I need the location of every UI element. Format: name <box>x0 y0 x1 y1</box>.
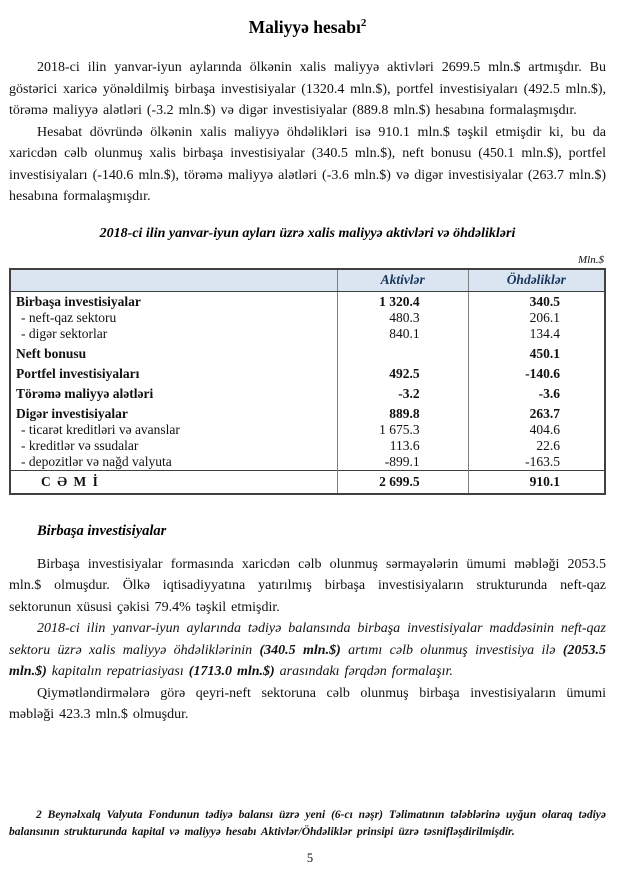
footnote-marker: 2 <box>36 809 42 821</box>
column-header-assets: Aktivlər <box>337 269 468 292</box>
row-label: - digər sektorlar <box>21 325 108 341</box>
intro-paragraph-1: 2018-ci ilin yanvar-iyun aylarında ölkənin xalis maliyyə aktivləri 2699.5 mln.$ artmışdır. Bu göstərici xaricə yönəldilmiş birbaşa investisiyalar (1320.4 mln.$), portfel investisiyaları (492.5 mln.$), törəmə maliyyə alətləri (-3.2 mln.$) və digər investisiyalar (889.8 mln.$) hesabına formalaşmışdır. <box>9 60 606 118</box>
row-label: - kreditlər və ssudalar <box>21 437 139 453</box>
table-row <box>10 402 605 422</box>
assets-value: 889.8 <box>337 402 468 422</box>
liabilities-value: -163.5 <box>468 454 605 471</box>
table-row <box>10 342 605 362</box>
liabilities-value: 450.1 <box>468 342 605 362</box>
total-liabilities-value: 910.1 <box>468 470 605 494</box>
liabilities-value: 206.1 <box>468 310 605 326</box>
row-label: - ticarət kreditləri və avanslar <box>21 421 180 437</box>
total-assets-value: 2 699.5 <box>337 470 468 494</box>
assets-value <box>337 342 468 362</box>
assets-value: 1 675.3 <box>337 422 468 438</box>
total-label: C Ə M İ <box>10 470 337 494</box>
empty-header-cell <box>10 269 337 292</box>
section-p2-text: arasındakı fərqdən formalaşır. <box>274 664 453 679</box>
row-label: Digər investisiyalar <box>16 405 128 421</box>
column-header-liabilities: Öhdəliklər <box>468 269 605 292</box>
table-row <box>10 454 605 471</box>
section-p2-bold-value: (2053.5 mln.$) <box>9 642 607 679</box>
table-row <box>10 326 605 342</box>
section-paragraph-2 <box>9 618 606 683</box>
title-footnote-ref: 2 <box>360 17 367 30</box>
page-title <box>9 16 606 38</box>
page-title-text: Maliyyə hesabı <box>248 17 361 37</box>
section-paragraph-1: Birbaşa investisiyalar formasında xaricdən cəlb olunmuş sərmayələrin ümumi məbləği 2053.5 mln.$ olmuşdur. Ölkə iqtisadiyyatına yatırılmış birbaşa investisiyaların strukturunda neft-qaz sektorunun xüsusi çəkisi 79.4% təşkil etmişdir. <box>9 556 606 615</box>
section-p2-text: 2018-ci ilin yanvar-iyun aylarında tədiyə balansında birbaşa investisiyalar maddəsinin neft-qaz sektoru üzrə xalis maliyyə öhdəliklərinin <box>9 621 606 658</box>
assets-value: 492.5 <box>337 362 468 382</box>
page-number: 5 <box>306 851 314 865</box>
assets-value: -3.2 <box>337 382 468 402</box>
table-header-row <box>10 269 605 292</box>
liabilities-value: -140.6 <box>468 362 605 382</box>
assets-value: 480.3 <box>337 310 468 326</box>
table-caption: 2018-ci ilin yanvar-iyun ayları üzrə xalis maliyyə aktivləri və öhdəlikləri <box>99 225 516 241</box>
liabilities-value: -3.6 <box>468 382 605 402</box>
table-row <box>10 362 605 382</box>
liabilities-value: 340.5 <box>468 291 605 310</box>
row-label: - neft-qaz sektoru <box>21 309 117 325</box>
liabilities-value: 22.6 <box>468 438 605 454</box>
section-heading: Birbaşa investisiyalar <box>37 522 167 539</box>
row-label: Birbaşa investisiyalar <box>16 293 141 309</box>
row-label: Neft bonusu <box>16 345 87 361</box>
liabilities-value: 263.7 <box>468 402 605 422</box>
assets-value: 840.1 <box>337 326 468 342</box>
row-label: Törəmə maliyyə alətləri <box>16 385 154 401</box>
section-p2-bold-value: (340.5 mln.$) <box>259 642 341 658</box>
footnote-text: Beynəlxalq Valyuta Fondunun tədiyə balansı üzrə yeni (6-cı nəşr) Təlimatının tələblərinə uyğun olaraq tədiyə balansının strukturunda kapital və maliyyə hesabı Aktivlər/Öhdəliklər prinsipi üzrə təsnifləşdirilmişdir. <box>9 809 607 838</box>
table-row <box>10 382 605 402</box>
financial-table <box>9 268 606 495</box>
row-label: Portfel investisiyaları <box>16 365 140 381</box>
section-paragraph-3: Qiymətləndirmələrə görə qeyri-neft sektoruna cəlb olunmuş birbaşa investisiyaların ümumi məbləği 423.3 mln.$ olmuşdur. <box>9 685 606 722</box>
table-row <box>10 422 605 438</box>
liabilities-value: 134.4 <box>468 326 605 342</box>
table-row <box>10 438 605 454</box>
assets-value: 1 320.4 <box>337 291 468 310</box>
table-row <box>10 291 605 310</box>
section-p2-bold-value: (1713.0 mln.$) <box>188 664 275 679</box>
table-unit-label: Mln.$ <box>578 253 604 266</box>
table-row <box>10 310 605 326</box>
assets-value: -899.1 <box>337 454 468 471</box>
table-total-row <box>10 470 605 494</box>
section-p2-text: kapitalın repatriasiyası <box>46 664 189 679</box>
footnote <box>9 807 606 840</box>
section-p2-text: artımı cəlb olunmuş investisiya ilə <box>340 642 563 658</box>
liabilities-value: 404.6 <box>468 422 605 438</box>
row-label: - depozitlər və nağd valyuta <box>21 453 172 469</box>
assets-value: 113.6 <box>337 438 468 454</box>
intro-paragraph-2: Hesabat dövründə ölkənin xalis maliyyə öhdəlikləri isə 910.1 mln.$ təşkil etmişdir ki, bu da xaricdən cəlb olunmuş xalis birbaşa investisiyalar (340.5 mln.$), neft bonusu (450.1 mln.$), portfel investisiyaları (-140.6 mln.$), törəmə maliyyə alətləri (-3.6 mln.$) və digər investisiyalar (263.7 mln.$) hesabına formalaşmışdır. <box>9 124 606 204</box>
